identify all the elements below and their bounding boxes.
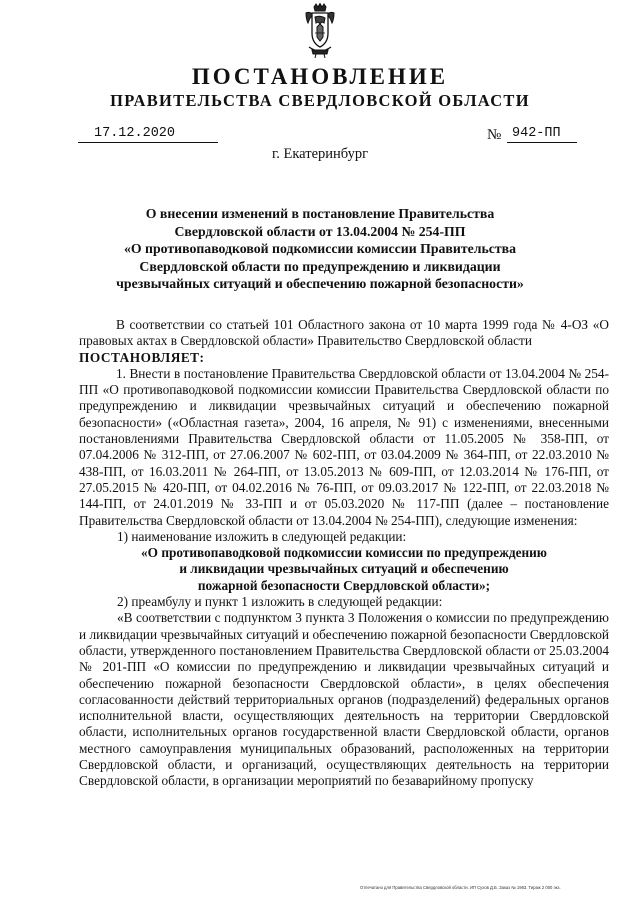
preamble-paragraph: «В соответствии с подпунктом 3 пункта 3 Положения о комиссии по предупреждению и ликвидации чрезвычайных ситуаций и обеспечению пожарной безопасности Свердловской области, утвержденного постановлением Правительства Свердловской области от 25.03.2004 № 201-ПП «О комиссии по предупреждению и ликвидации чрезвычайных ситуаций и обеспечению пожарной безопасности Свердловской области», в целях обеспечения согласованности действий территориальных органов (подразделений) федеральных органов исполнительной власти, осуществляющих деятельность на территории Свердловской области, исполнительных органов государственной власти Свердловской области, органов местного самоуправления муниципальных образований, расположенных на территории Свердловской области, и организаций, осуществляющих деятельность на территории Свердловской области, в организации мероприятий по безаварийному пропуску [79,610,609,789]
document-number: 942-ПП [507,126,577,143]
item-1-paragraph: 1. Внести в постановление Правительства Свердловской области от 13.04.2004 № 254-ПП «О противопаводковой подкомиссии комиссии Правительства Свердловской области по предупреждению и ликвидации чрезвычайных ситуаций и обеспечению пожарной безопасности» («Областная газета», 2004, 16 апреля, № 91) с изменениями, внесенными постановлениями Правительства Свердловской области от 11.05.2005 № 358-ПП, от 07.04.2006 № 312-ПП, от 27.06.2007 № 602-ПП, от 03.04.2009 № 364-ПП, от 22.03.2010 № 438-ПП, от 16.03.2011 № 264-ПП, от 13.05.2013 № 609-ПП, от 12.03.2014 № 176-ПП, от 27.05.2015 № 420-ПП, от 04.02.2016 № 76-ПП, от 09.03.2017 № 122-ПП, от 22.03.2018 № 144-ПП, от 24.01.2019 № 33-ПП и от 05.03.2020 № 117-ПП (далее – постановление Правительства Свердловской области от 13.04.2004 № 254-ПП), следующие изменения: [79,365,609,528]
subject-line: чрезвычайных ситуаций и обеспечению пожарной безопасности» [116,276,524,292]
new-title-quote [79,545,609,594]
document-city: г. Екатеринбург [271,146,369,162]
subject-line: Свердловской области от 13.04.2004 № 254-ПП [174,223,466,239]
subject-line: Свердловской области по предупреждению и ликвидации [139,258,501,274]
printing-imprint: Отпечатано для Правительства Свердловской области. ИП Сухов Д.Б. Заказ № 1963. Тираж 2 000 экз. [360,885,561,890]
resolves-heading: ПОСТАНОВЛЯЕТ: [79,349,205,365]
quote-line: и ликвидации чрезвычайных ситуаций и обеспечению [179,561,509,577]
document-subject [80,205,560,293]
quote-line: пожарной безопасности Свердловской области»; [197,577,491,593]
subitem-2-paragraph: 2) преамбулу и пункт 1 изложить в следующей редакции: [117,594,443,610]
document-date: 17.12.2020 [78,126,218,143]
number-label: № [487,127,502,143]
quote-line: «О противопаводковой подкомиссии комиссии по предупреждению [141,545,547,561]
document-issuer: ПРАВИТЕЛЬСТВА СВЕРДЛОВСКОЙ ОБЛАСТИ [110,91,530,110]
document-title: ПОСТАНОВЛЕНИЕ [191,64,449,89]
coat-of-arms-icon [303,3,337,59]
document-body [79,317,609,790]
intro-paragraph: В соответствии со статьей 101 Областного закона от 10 марта 1999 года № 4-ОЗ «О правовых актах в Свердловской области» Правительство Свердловской области [79,317,609,349]
subject-line: О внесении изменений в постановление Правительства [145,206,495,221]
subject-line: «О противопаводковой подкомиссии комиссии Правительства [123,241,517,257]
subitem-1-paragraph: 1) наименование изложить в следующей редакции: [117,528,407,544]
